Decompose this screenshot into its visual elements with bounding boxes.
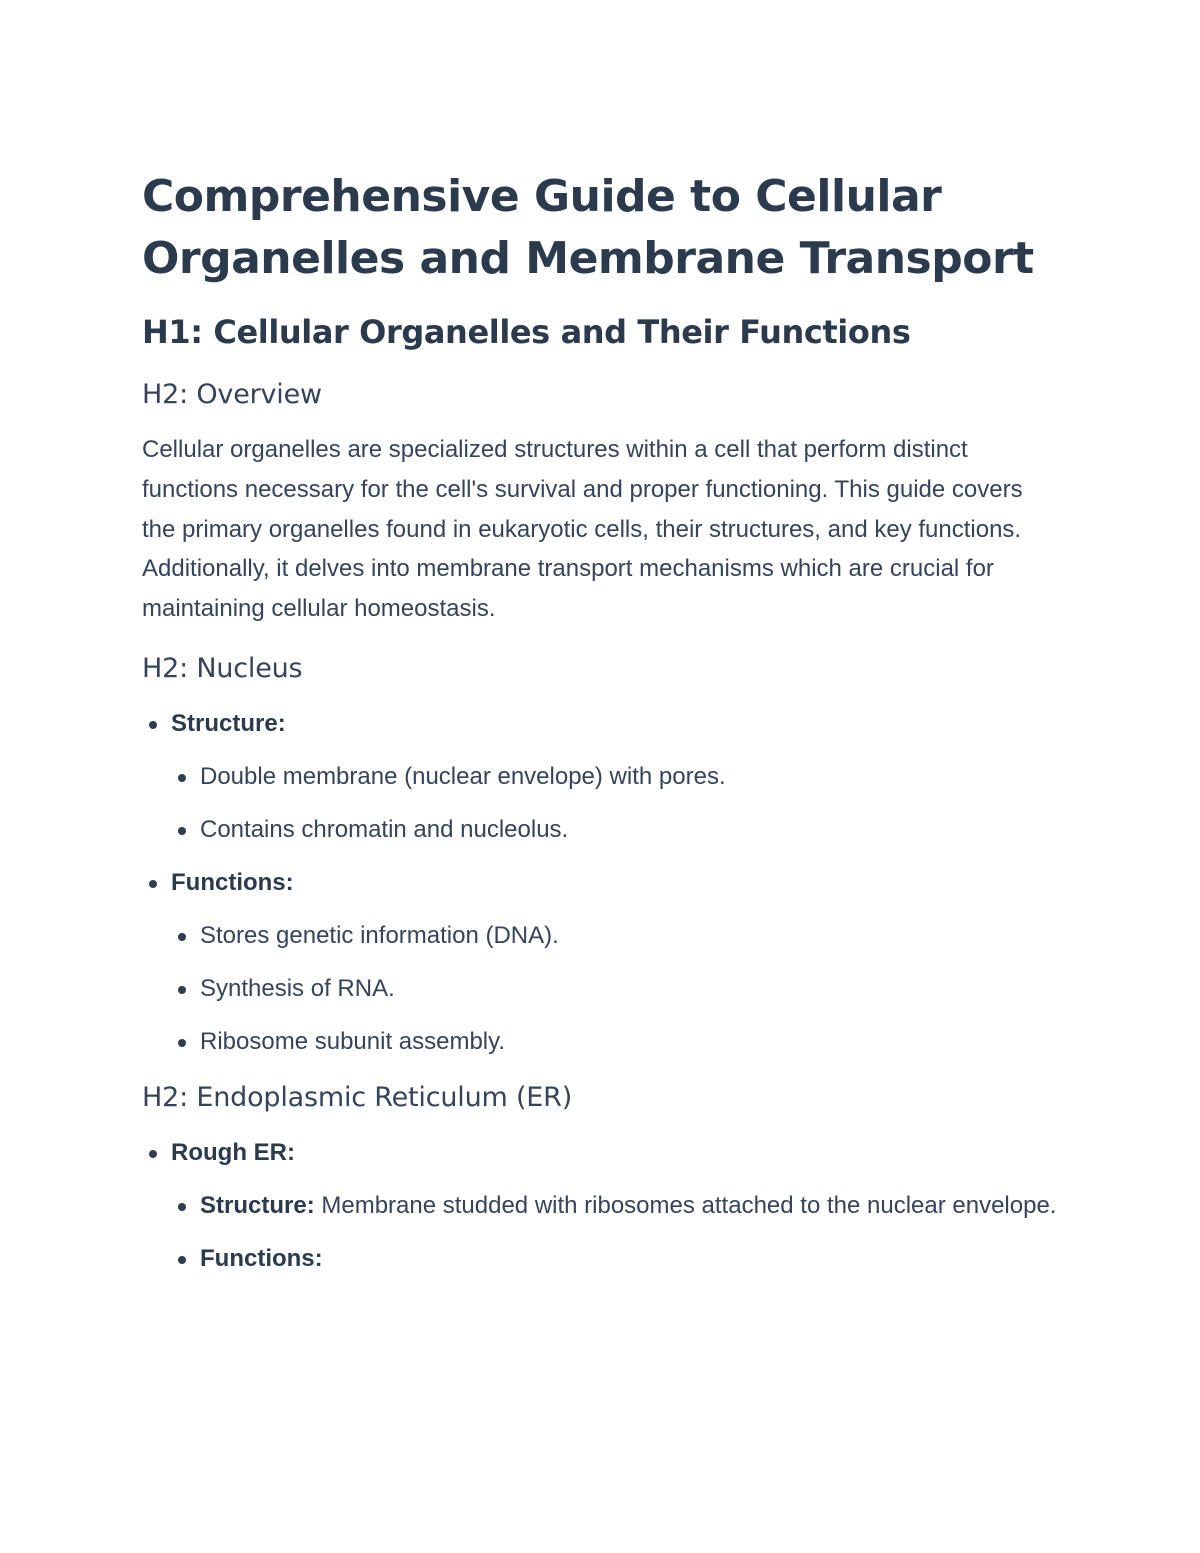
nucleus-list: [142, 704, 1062, 1062]
subheading-nucleus: H2: Nucleus: [142, 652, 303, 684]
subheading-er: H2: Endoplasmic Reticulum (ER): [142, 1081, 573, 1113]
er-list: [142, 1133, 1062, 1279]
overview-paragraph: Cellular organelles are specialized structures within a cell that perform distinct functions necessary for the cell's survival and proper functioning. This guide covers the primary organelles found in eukaryotic cells, their structures, and key functions. Additionally, it delves into membrane transport mechanisms which are crucial for maintaining cellular homeostasis.: [142, 436, 1023, 623]
rough-er-structure-text: Membrane studded with ribosomes attached to the nuclear envelope.: [314, 1191, 1057, 1219]
list-item: Contains chromatin and nucleolus.: [200, 810, 1062, 850]
rough-er-label: Rough ER:: [171, 1138, 295, 1166]
rough-er-list: [171, 1186, 1062, 1279]
rough-er-structure-label: Structure:: [200, 1191, 315, 1219]
list-item: [200, 1186, 1062, 1226]
list-item: [171, 704, 1062, 850]
subheading-overview: H2: Overview: [142, 379, 322, 410]
list-item: [171, 863, 1062, 1062]
list-item: Stores genetic information (DNA).: [200, 916, 1062, 956]
rough-er-functions-label: Functions:: [200, 1244, 323, 1272]
nucleus-functions-list: [171, 916, 1062, 1062]
nucleus-functions-label: Functions:: [171, 868, 294, 896]
list-item: Synthesis of RNA.: [200, 969, 1062, 1009]
nucleus-structure-label: Structure:: [171, 709, 286, 737]
list-item: [171, 1133, 1062, 1279]
document-page: [142, 166, 1062, 1279]
list-item: Ribosome subunit assembly.: [200, 1022, 1062, 1062]
document-title: Comprehensive Guide to Cellular Organelles and Membrane Transport: [142, 171, 1034, 284]
nucleus-structure-list: [171, 757, 1062, 850]
section-heading-organelles: H1: Cellular Organelles and Their Functions: [142, 313, 911, 351]
list-item: [200, 1239, 1062, 1279]
list-item: Double membrane (nuclear envelope) with pores.: [200, 757, 1062, 797]
